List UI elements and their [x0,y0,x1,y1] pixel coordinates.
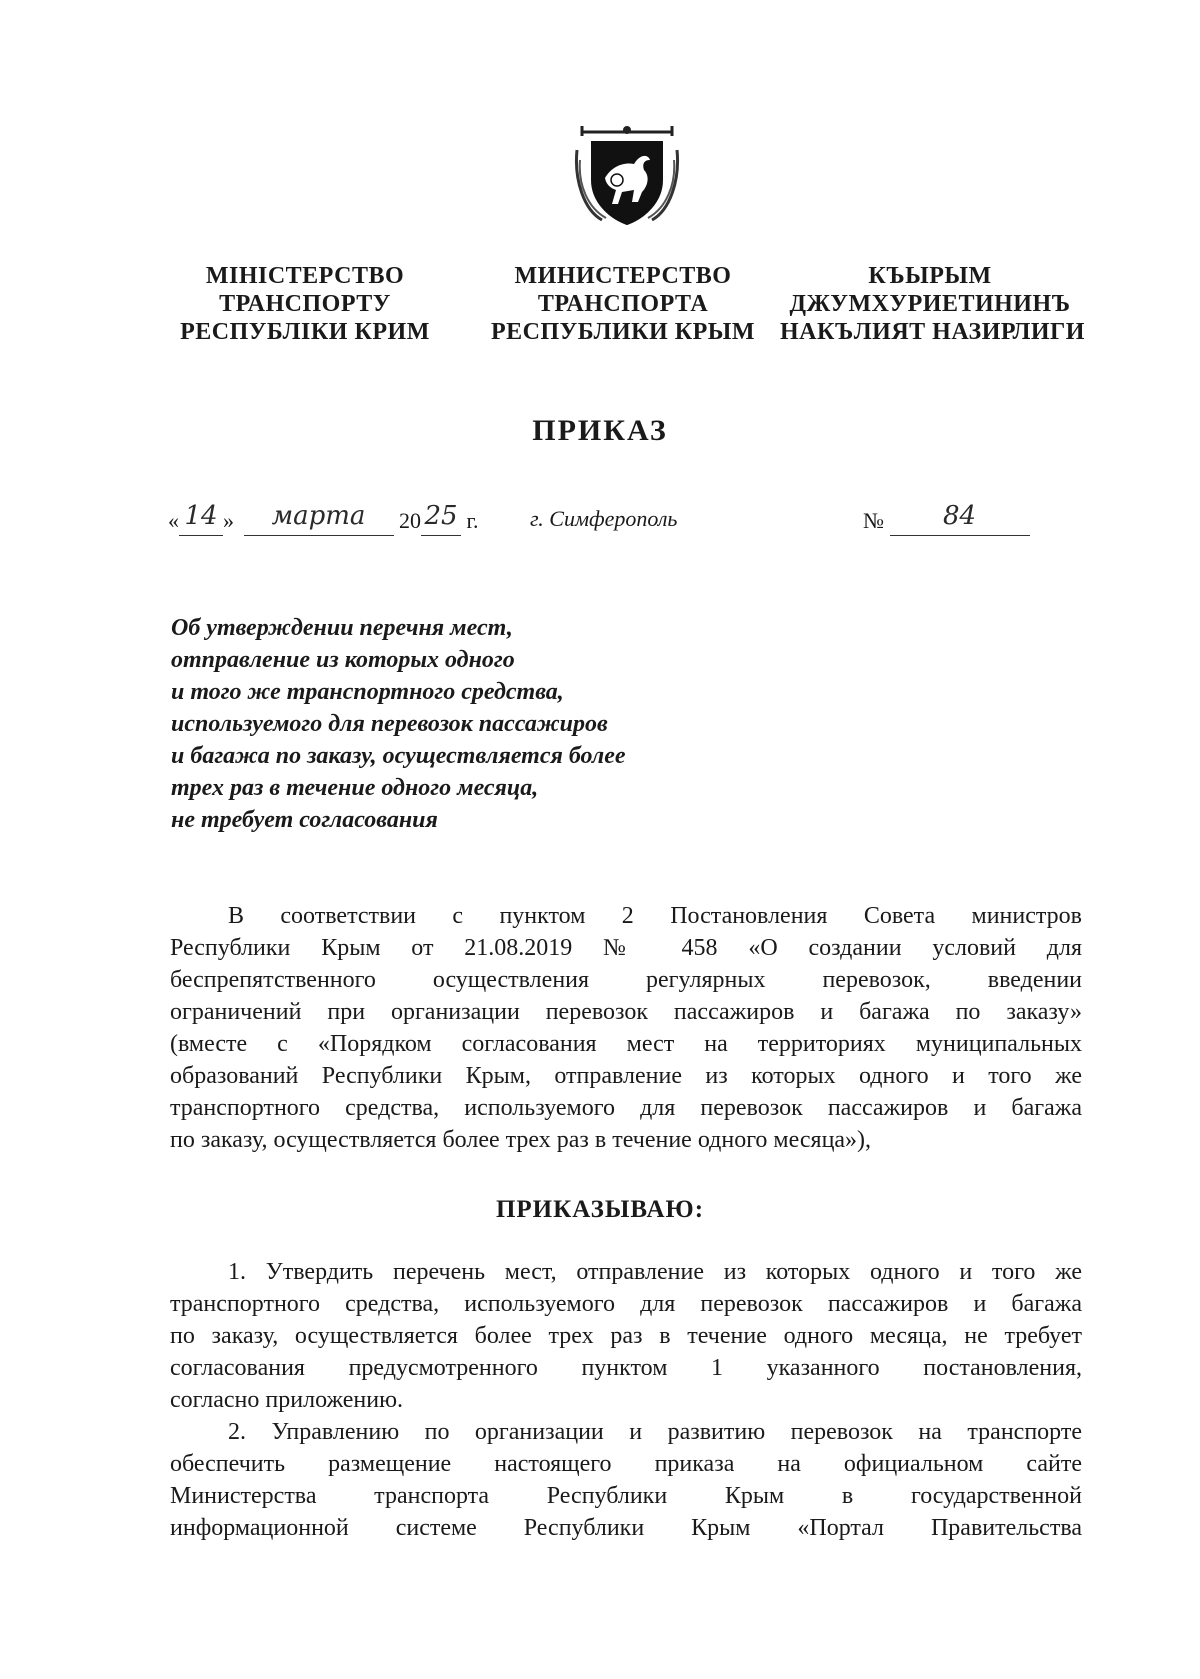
ministry-name-crimean-tatar [780,262,1085,346]
item-line: 1. Утвердить перечень мест, отправление из которых одного и того же [228,1259,1082,1285]
header-line: РЕСПУБЛИКИ КРЫМ [491,319,755,345]
header-line: ТРАНСПОРТУ [219,291,391,317]
date-year-unit: г. [466,508,479,533]
date-month [244,501,394,536]
ministry-header [150,262,1085,362]
item-line: информационной системе Республики Крым «Портал Правительства [170,1515,1082,1541]
subject-line: и багажа по заказу, осуществляется более [171,743,626,769]
subject-line: используемого для перевозок пассажиров [171,711,608,737]
subject-line: трех раз в течение одного месяца, [171,775,539,801]
subject-line: Об утверждении перечня мест, [171,615,513,641]
subject-line: не требует согласования [171,807,438,833]
number-handwritten: 84 [942,501,977,531]
order-heading: ПРИКАЗЫВАЮ: [495,1196,705,1223]
header-line: МІНІСТЕРСТВО [205,263,405,289]
paragraph-line: образований Республики Крым, отправление из которых одного и того же [170,1063,1082,1089]
date-year-handwritten: 25 [424,501,458,531]
header-line: РЕСПУБЛІКИ КРИМ [180,319,430,345]
order-items [170,1256,1082,1544]
item-line: транспортного средства, используемого для перевозок пассажиров и багажа [170,1291,1082,1317]
header-line: ДЖУМХУРИЕТИНИНЪ [789,291,1071,317]
date-open-quote: « [168,508,179,533]
number-field [890,501,1030,536]
paragraph-line: Республики Крым от 21.08.2019 № 458 «О создании условий для [170,935,1082,961]
item-line: по заказу, осуществляется более трех раз в течение одного месяца, не требует [170,1323,1082,1349]
document-number [863,501,1030,536]
item-line: согласно приложению. [170,1387,404,1413]
item-line: Министерства транспорта Республики Крым в государственной [170,1483,1082,1509]
subject-line: и того же транспортного средства, [171,679,564,705]
order-subject [171,612,731,836]
header-line: МИНИСТЕРСТВО [514,263,732,289]
paragraph-line: В соответствии с пунктом 2 Постановления Совета министров [228,903,1082,929]
item-line: согласования предусмотренного пунктом 1 указанного постановления, [170,1355,1082,1381]
crimea-coat-of-arms-icon [572,120,682,230]
date-day-handwritten: 14 [184,501,218,531]
date-number-line [168,501,1078,540]
header-line: КЪЫРЫМ [868,263,992,289]
paragraph-line: по заказу, осуществляется более трех раз в течение одного месяца»), [170,1127,872,1153]
ministry-name-russian [473,262,773,346]
paragraph-line: беспрепятственного осуществления регулярных перевозок, введении [170,967,1082,993]
item-line: 2. Управлению по организации и развитию перевозок на транспорте [228,1419,1082,1445]
item-line: обеспечить размещение настоящего приказа на официальном сайте [170,1451,1082,1477]
date-day [179,501,223,536]
header-line: НАКЪЛИЯТ НАЗИРЛИГИ [780,319,1085,345]
date-close-quote: » [223,508,234,533]
subject-line: отправление из которых одного [171,647,515,673]
header-line: ТРАНСПОРТА [537,291,709,317]
ministry-name-ukrainian [150,262,460,346]
date-year [421,501,461,536]
number-label: № [863,508,884,533]
paragraph-line: транспортного средства, используемого для перевозок пассажиров и багажа [170,1095,1082,1121]
paragraph-line: ограничений при организации перевозок пассажиров и багажа по заказу» [170,999,1082,1025]
date-month-handwritten: марта [271,501,366,531]
document-date [168,501,479,536]
paragraph-line: (вместе с «Порядком согласования мест на территориях муниципальных [170,1031,1082,1057]
preamble-paragraph [170,900,1082,1156]
date-year-prefix: 20 [399,508,421,533]
document-type-title: ПРИКАЗ [532,414,668,447]
document-city: г. Симферополь [530,506,678,531]
